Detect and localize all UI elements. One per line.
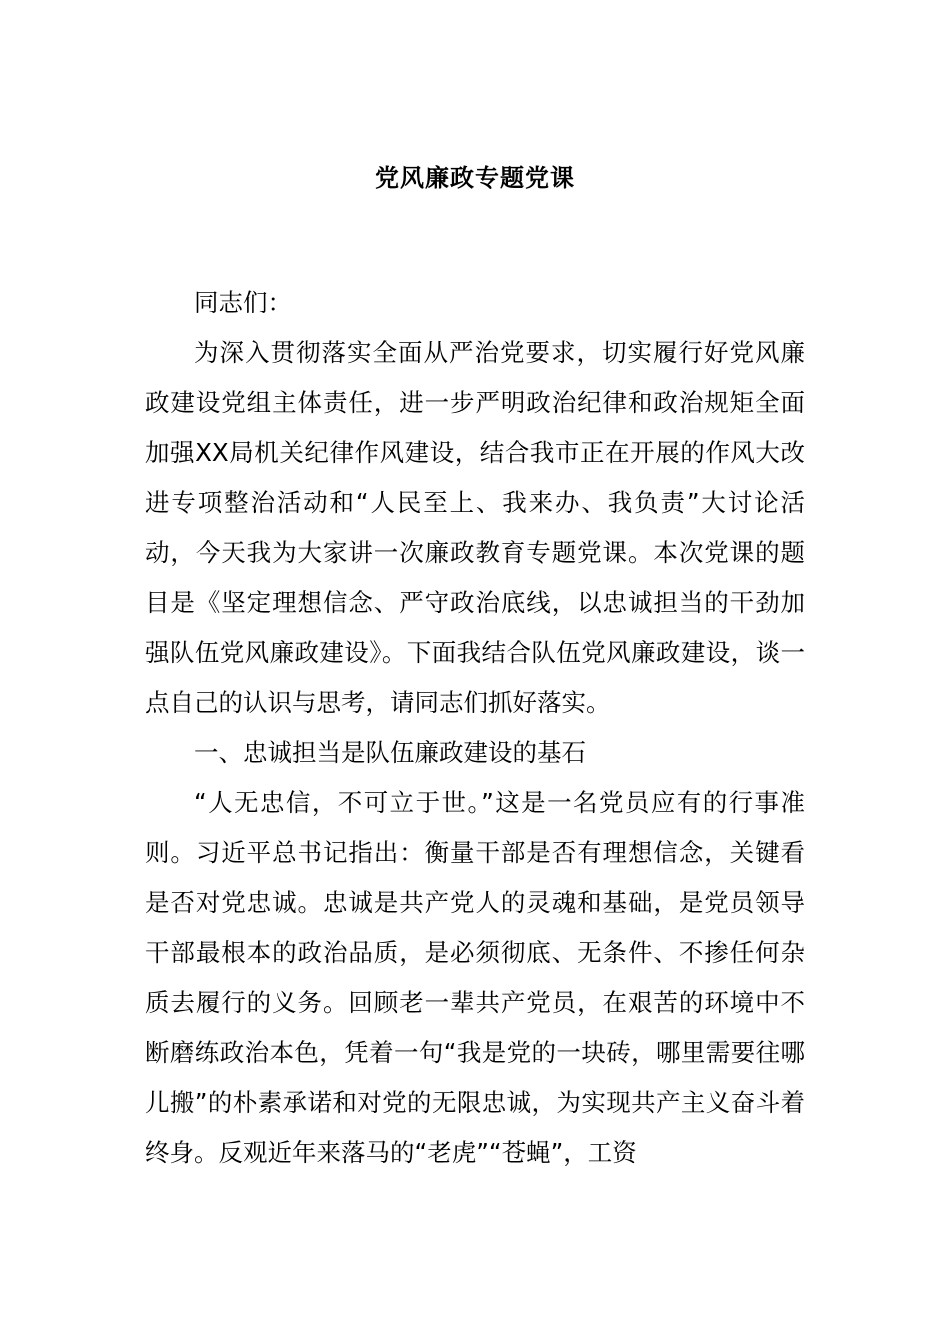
intro-paragraph: 为深入贯彻落实全面从严治党要求，切实履行好党风廉政建设党组主体责任，进一步严明政治纪律和政治规矩全面加强XX局机关纪律作风建设，结合我市正在开展的作风大改进专项整治活动和“人民至上、我来办、我负责”大讨论活动，今天我为大家讲一次廉政教育专题党课。本次党课的题目是《坚定理想信念、严守政治底线，以忠诚担当的干劲加强队伍党风廉政建设》。下面我结合队伍党风廉政建设，谈一点自己的认识与思考，请同志们抓好落实。 [145, 338, 805, 717]
section-paragraph: “人无忠信，不可立于世。”这是一名党员应有的行事准则。习近平总书记指出：衡量干部是否有理想信念，关键看是否对党忠诚。忠诚是共产党人的灵魂和基础，是党员领导干部最根本的政治品质，是必须彻底、无条件、不掺任何杂质去履行的义务。回顾老一辈共产党员，在艰苦的环境中不断磨练政治本色，凭着一句“我是党的一块砖，哪里需要往哪儿搬”的朴素承诺和对党的无限忠诚，为实现共产主义奋斗着终身。反观近年来落马的“老虎”“苍蝇”，工资 [145, 788, 805, 1167]
greeting-paragraph: 同志们： [194, 288, 292, 317]
section-heading: 一、忠诚担当是队伍廉政建设的基石 [194, 738, 586, 767]
document-body [145, 278, 805, 1178]
document-title: 党风廉政专题党课 [375, 164, 575, 192]
